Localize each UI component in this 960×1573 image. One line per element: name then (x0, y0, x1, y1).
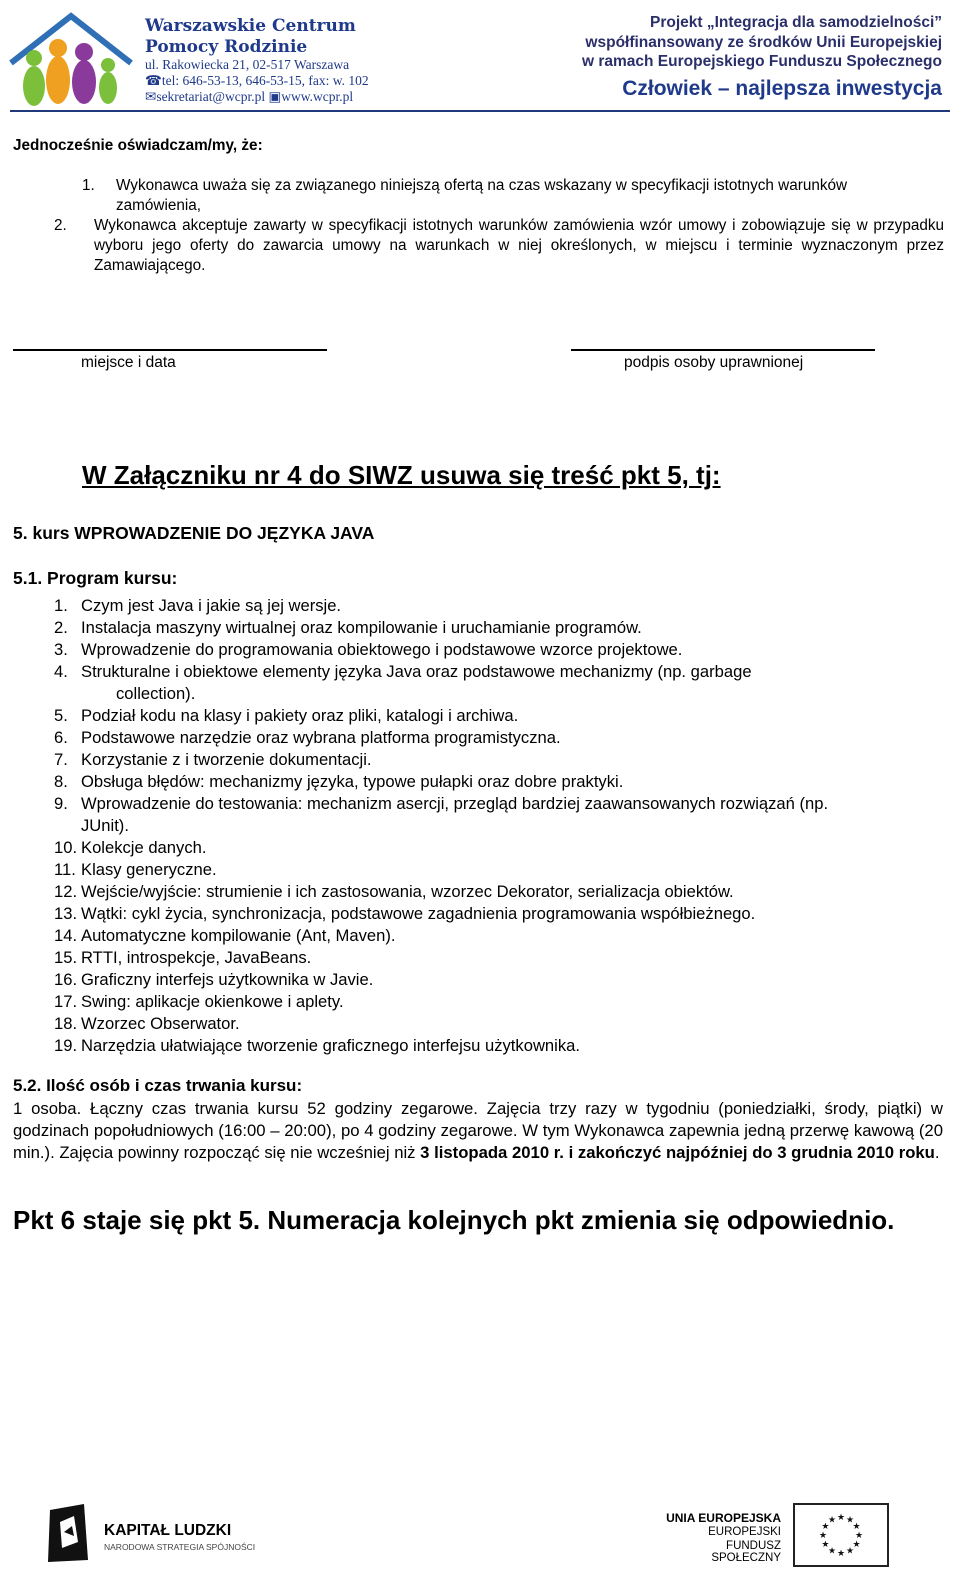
eu-star-icon: ★ (821, 1521, 830, 1531)
program-item-number: 7. (54, 750, 68, 769)
declaration-intro: Jednocześnie oświadczam/my, że: (13, 137, 263, 154)
program-item-text: Wzorzec Obserwator. (81, 1014, 240, 1033)
org-name-line2: Pomocy Rodzinie (145, 37, 308, 57)
program-item-number: 2. (54, 618, 68, 637)
letterhead (0, 0, 960, 118)
program-item-number: 8. (54, 772, 68, 791)
web-icon: ▣ (268, 89, 282, 104)
program-item-number: 5. (54, 706, 68, 725)
kl-subtitle: NARODOWA STRATEGIA SPÓJNOŚCI (104, 1542, 256, 1552)
program-item-number: 14. (54, 926, 78, 945)
program-item-number: 16. (54, 970, 78, 989)
program-item-text: Strukturalne i obiektowe elementy języka Java oraz podstawowe mechanizmy (np. garbage (81, 662, 752, 681)
program-item-number: 3. (54, 640, 68, 659)
program-item-text: Obsługa błędów: mechanizmy języka, typowe pułapki oraz dobre praktyki. (81, 772, 624, 791)
ue-line3: FUNDUSZ SPOŁECZNY (711, 1540, 781, 1564)
duration-dates: 3 listopada 2010 r. i zakończyć najpóźniej do 3 grudnia 2010 roku (420, 1143, 935, 1162)
program-item-number: 17. (54, 992, 78, 1011)
program-item-text: Kolekcje danych. (81, 838, 207, 857)
eu-star-icon: ★ (836, 1512, 846, 1522)
header-divider (10, 110, 950, 112)
mail-icon: ✉ (145, 89, 157, 104)
declaration-item-2-text: Wykonawca akceptuje zawarty w specyfikacji istotnych warunków zamówienia wzór umowy i zobowiązuje się w przypadku wyboru jego oferty do zawarcia umowy na warunkach w niej określonych, w miejscu i terminie wyznaczonym przez Zamawiającego. (94, 217, 944, 274)
slogan: Człowiek – najlepsza inwestycja (622, 77, 942, 100)
program-item-number: 18. (54, 1014, 78, 1033)
place-date-label: miejsce i data (81, 354, 176, 371)
place-date-line (13, 349, 327, 351)
program-item-text: Narzędzia ułatwiające tworzenie graficznego interfejsu użytkownika. (81, 1036, 580, 1055)
ue-line1: UNIA EUROPEJSKA (666, 1511, 781, 1525)
final-note: Pkt 6 staje się pkt 5. Numeracja kolejnych pkt zmienia się odpowiednio. (13, 1205, 895, 1235)
eu-star-icon: ★ (827, 1545, 837, 1556)
declaration-item-2-num: 2. (54, 217, 67, 234)
eu-star-icon: ★ (845, 1514, 855, 1525)
program-item-number: 10. (54, 838, 78, 857)
program-heading: 5.1. Program kursu: (13, 568, 178, 588)
program-item-text: Korzystanie z i tworzenie dokumentacji. (81, 750, 372, 769)
eu-star-icon: ★ (852, 1539, 861, 1549)
eu-star-icon: ★ (821, 1539, 830, 1549)
duration-paragraph: 1 osoba. Łączny czas trwania kursu 52 godziny zegarowe. Zajęcia trzy razy w tygodniu (poniedziałki, środy, piątki) w godzinach popołudniowych (16:00 – 20:00), po 4 godziny zegarowe. W tym Wykonawca zapewnia jedną przerwę kawową (20 min.). Zajęcia powinny rozpocząć się nie wcześniej niż 3 listopada 2010 r. i zakończyć najpóźniej do 3 grudnia 2010 roku. (13, 1099, 943, 1162)
program-item-text: Automatyczne kompilowanie (Ant, Maven). (81, 926, 396, 945)
declaration-item-1-line2: zamówienia, (116, 197, 202, 214)
signature-label: podpis osoby uprawnionej (624, 354, 804, 371)
program-item-continuation: JUnit). (81, 816, 129, 835)
program-item-text: Podział kodu na klasy i pakiety oraz pliki, katalogi i archiwa. (81, 706, 519, 725)
program-item-number: 11. (54, 860, 76, 879)
program-item-number: 6. (54, 728, 68, 747)
program-item-continuation: collection). (116, 684, 196, 703)
org-email[interactable]: sekretariat@wcpr.pl (156, 89, 266, 104)
program-item-text: Wejście/wyjście: strumienie i ich zastosowania, wzorzec Dekorator, serializacja obiektów. (81, 882, 734, 901)
program-item-text: Klasy generyczne. (81, 860, 217, 879)
eu-flag-icon (793, 1503, 889, 1567)
signature-line (571, 349, 875, 351)
attachment-heading: W Załączniku nr 4 do SIWZ usuwa się treść pkt 5, tj: (82, 460, 721, 490)
org-website[interactable]: www.wcpr.pl (281, 89, 354, 104)
eu-star-icon: ★ (827, 1514, 837, 1525)
program-item-number: 15. (54, 948, 78, 967)
org-contact (145, 89, 353, 105)
ue-line2: EUROPEJSKI (708, 1526, 781, 1538)
project-line2: współfinansowany ze środków Unii Europejskiej (585, 34, 942, 51)
program-item-number: 12. (54, 882, 78, 901)
program-item-number: 1. (54, 596, 68, 615)
eu-star-icon: ★ (845, 1545, 855, 1556)
declaration-item-1-line1: Wykonawca uważa się za związanego niniejszą ofertą na czas wskazany w specyfikacji istotnych warunków (116, 177, 848, 194)
org-name-line1: Warszawskie Centrum (145, 16, 356, 36)
program-item-text: Graficzny interfejs użytkownika w Javie. (81, 970, 374, 989)
wcpr-logo (6, 8, 136, 108)
kl-emblem-icon (44, 1502, 92, 1564)
program-item-text: Wprowadzenie do programowania obiektowego i podstawowe wzorce projektowe. (81, 640, 683, 659)
course-title: 5. kurs WPROWADZENIE DO JĘZYKA JAVA (13, 523, 375, 543)
kl-title: KAPITAŁ LUDZKI (104, 1522, 232, 1539)
program-item-number: 19. (54, 1036, 78, 1055)
project-line3: w ramach Europejskiego Funduszu Społecznego (581, 53, 942, 70)
eu-star-icon: ★ (818, 1530, 828, 1540)
duration-heading: 5.2. Ilość osób i czas trwania kursu: (13, 1076, 303, 1095)
program-item-text: Instalacja maszyny wirtualnej oraz kompilowanie i uruchamianie programów. (81, 618, 642, 637)
program-item-text: RTTI, introspekcje, JavaBeans. (81, 948, 312, 967)
program-item-number: 9. (54, 794, 68, 813)
program-item-text: Wprowadzenie do testowania: mechanizm asercji, przegląd bardziej zaawansowanych rozwiązań (np. (81, 794, 829, 813)
eu-star-icon: ★ (852, 1521, 861, 1531)
program-item-number: 4. (54, 662, 68, 681)
project-line1: Projekt „Integracja dla samodzielności” (649, 14, 942, 31)
declaration-item-1-num: 1. (82, 177, 95, 194)
program-item-text: Swing: aplikacje okienkowe i aplety. (81, 992, 344, 1011)
program-item-number: 13. (54, 904, 78, 923)
program-item-text: Wątki: cykl życia, synchronizacja, podstawowe zagadnienia programowania współbieżnego. (81, 904, 756, 923)
eu-star-icon: ★ (854, 1530, 864, 1540)
org-address: ul. Rakowiecka 21, 02-517 Warszawa (145, 57, 350, 72)
eu-stars (795, 1505, 887, 1565)
program-item-text: Czym jest Java i jakie są jej wersje. (81, 596, 342, 615)
phone-icon: ☎ (145, 73, 162, 88)
eu-star-icon: ★ (836, 1548, 846, 1558)
program-item-text: Podstawowe narzędzie oraz wybrana platforma programistyczna. (81, 728, 561, 747)
org-phone: ☎tel: 646-53-13, 646-53-15, fax: w. 102 (145, 73, 369, 88)
kapital-ludzki-logo (44, 1502, 274, 1564)
